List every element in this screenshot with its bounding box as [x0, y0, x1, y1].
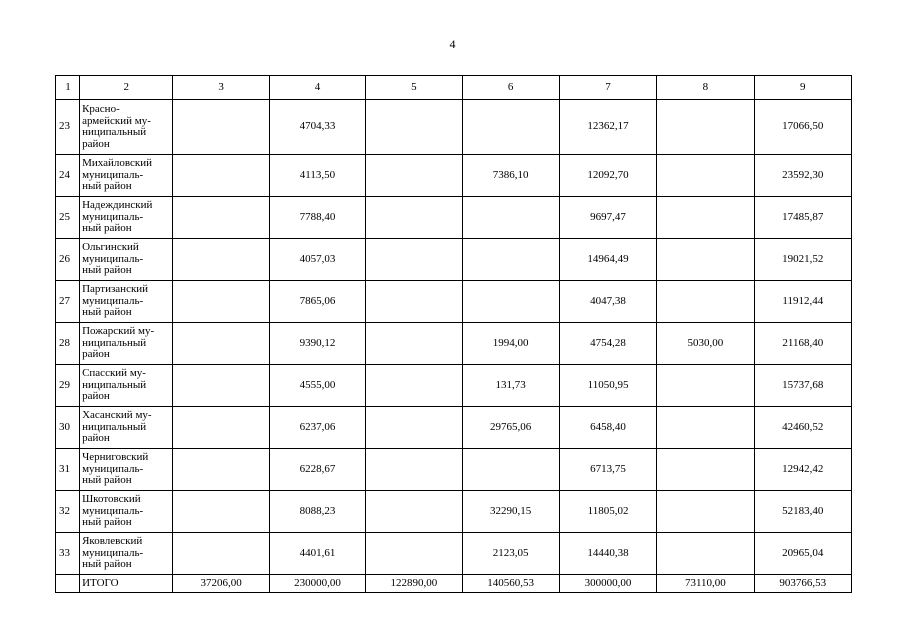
table-row — [56, 449, 852, 491]
table-row — [56, 407, 852, 449]
district-name: Красно- армейский му- ниципальный район — [80, 100, 173, 155]
value-cell-c4: 8088,23 — [269, 491, 365, 533]
value-cell-c3 — [173, 239, 269, 281]
value-cell-c9: 42460,52 — [754, 407, 851, 449]
table-body — [56, 76, 852, 593]
value-cell-c6: 131,73 — [462, 365, 559, 407]
value-cell-c4: 6237,06 — [269, 407, 365, 449]
value-cell-c3 — [173, 197, 269, 239]
column-header: 3 — [173, 76, 269, 100]
district-name: Надеждинский муниципаль- ный район — [80, 197, 173, 239]
value-cell-c9: 17485,87 — [754, 197, 851, 239]
value-cell-c6 — [462, 100, 559, 155]
column-header: 1 — [56, 76, 80, 100]
row-number: 27 — [56, 281, 80, 323]
district-name: Спасский му- ниципальный район — [80, 365, 173, 407]
value-cell-c5: 122890,00 — [366, 575, 462, 593]
value-cell-c9: 11912,44 — [754, 281, 851, 323]
value-cell-c5 — [366, 491, 462, 533]
value-cell-c3 — [173, 365, 269, 407]
column-header: 8 — [657, 76, 754, 100]
value-cell-c9: 20965,04 — [754, 533, 851, 575]
table-row — [56, 239, 852, 281]
value-cell-c8 — [657, 533, 754, 575]
value-cell-c5 — [366, 239, 462, 281]
value-cell-c4: 4057,03 — [269, 239, 365, 281]
row-number: 28 — [56, 323, 80, 365]
value-cell-c5 — [366, 100, 462, 155]
column-header: 6 — [462, 76, 559, 100]
value-cell-c5 — [366, 155, 462, 197]
row-number: 23 — [56, 100, 80, 155]
value-cell-c7: 300000,00 — [559, 575, 656, 593]
value-cell-c5 — [366, 533, 462, 575]
value-cell-c5 — [366, 323, 462, 365]
value-cell-c8 — [657, 281, 754, 323]
table-row — [56, 323, 852, 365]
value-cell-c9: 23592,30 — [754, 155, 851, 197]
value-cell-c4: 6228,67 — [269, 449, 365, 491]
value-cell-c7: 4047,38 — [559, 281, 656, 323]
value-cell-c9: 903766,53 — [754, 575, 851, 593]
value-cell-c6 — [462, 449, 559, 491]
value-cell-c3 — [173, 407, 269, 449]
table-row — [56, 197, 852, 239]
value-cell-c5 — [366, 365, 462, 407]
value-cell-c6 — [462, 239, 559, 281]
value-cell-c7: 6713,75 — [559, 449, 656, 491]
value-cell-c4: 230000,00 — [269, 575, 365, 593]
value-cell-c5 — [366, 281, 462, 323]
value-cell-c7: 12362,17 — [559, 100, 656, 155]
value-cell-c3 — [173, 449, 269, 491]
district-name: Яковлевский муниципаль- ный район — [80, 533, 173, 575]
value-cell-c6: 1994,00 — [462, 323, 559, 365]
value-cell-c9: 17066,50 — [754, 100, 851, 155]
row-number: 24 — [56, 155, 80, 197]
value-cell-c7: 14440,38 — [559, 533, 656, 575]
value-cell-c8 — [657, 365, 754, 407]
value-cell-c9: 19021,52 — [754, 239, 851, 281]
column-header: 5 — [366, 76, 462, 100]
value-cell-c3 — [173, 155, 269, 197]
value-cell-c8 — [657, 407, 754, 449]
value-cell-c6 — [462, 281, 559, 323]
value-cell-c6: 140560,53 — [462, 575, 559, 593]
value-cell-c8 — [657, 155, 754, 197]
value-cell-c7: 12092,70 — [559, 155, 656, 197]
total-row — [56, 575, 852, 593]
value-cell-c8 — [657, 449, 754, 491]
column-number-row — [56, 76, 852, 100]
table-row — [56, 365, 852, 407]
value-cell-c7: 6458,40 — [559, 407, 656, 449]
budget-table — [55, 75, 852, 593]
district-name: Партизанский муниципаль- ный район — [80, 281, 173, 323]
value-cell-c5 — [366, 407, 462, 449]
value-cell-c9: 12942,42 — [754, 449, 851, 491]
column-header: 9 — [754, 76, 851, 100]
value-cell-c4: 4704,33 — [269, 100, 365, 155]
value-cell-c8 — [657, 197, 754, 239]
row-number: 32 — [56, 491, 80, 533]
value-cell-c4: 7865,06 — [269, 281, 365, 323]
value-cell-c3 — [173, 491, 269, 533]
district-name: Михайловский муниципаль- ный район — [80, 155, 173, 197]
value-cell-c7: 9697,47 — [559, 197, 656, 239]
value-cell-c4: 9390,12 — [269, 323, 365, 365]
column-header: 4 — [269, 76, 365, 100]
district-name: Хасанский му- ниципальный район — [80, 407, 173, 449]
district-name: Черниговский муниципаль- ный район — [80, 449, 173, 491]
value-cell-c8: 73110,00 — [657, 575, 754, 593]
value-cell-c7: 11050,95 — [559, 365, 656, 407]
value-cell-c6: 32290,15 — [462, 491, 559, 533]
value-cell-c3 — [173, 100, 269, 155]
value-cell-c3 — [173, 323, 269, 365]
value-cell-c7: 11805,02 — [559, 491, 656, 533]
value-cell-c3: 37206,00 — [173, 575, 269, 593]
value-cell-c8 — [657, 100, 754, 155]
value-cell-c4: 4401,61 — [269, 533, 365, 575]
value-cell-c8: 5030,00 — [657, 323, 754, 365]
value-cell-c6: 29765,06 — [462, 407, 559, 449]
row-number: 26 — [56, 239, 80, 281]
value-cell-c7: 4754,28 — [559, 323, 656, 365]
value-cell-c4: 7788,40 — [269, 197, 365, 239]
row-number — [56, 575, 80, 593]
row-number: 29 — [56, 365, 80, 407]
table-row — [56, 533, 852, 575]
value-cell-c6 — [462, 197, 559, 239]
row-number: 25 — [56, 197, 80, 239]
table-row — [56, 100, 852, 155]
row-number: 31 — [56, 449, 80, 491]
column-header: 7 — [559, 76, 656, 100]
district-name: Пожарский му- ниципальный район — [80, 323, 173, 365]
value-cell-c4: 4113,50 — [269, 155, 365, 197]
table-row — [56, 155, 852, 197]
value-cell-c3 — [173, 281, 269, 323]
value-cell-c4: 4555,00 — [269, 365, 365, 407]
value-cell-c5 — [366, 197, 462, 239]
table-row — [56, 491, 852, 533]
value-cell-c7: 14964,49 — [559, 239, 656, 281]
district-name: ИТОГО — [80, 575, 173, 593]
value-cell-c9: 21168,40 — [754, 323, 851, 365]
page-number: 4 — [449, 37, 456, 51]
value-cell-c6: 2123,05 — [462, 533, 559, 575]
value-cell-c5 — [366, 449, 462, 491]
district-name: Шкотовский муниципаль- ный район — [80, 491, 173, 533]
value-cell-c3 — [173, 533, 269, 575]
table-row — [56, 281, 852, 323]
value-cell-c9: 15737,68 — [754, 365, 851, 407]
value-cell-c8 — [657, 491, 754, 533]
district-name: Ольгинский муниципаль- ный район — [80, 239, 173, 281]
value-cell-c6: 7386,10 — [462, 155, 559, 197]
row-number: 30 — [56, 407, 80, 449]
value-cell-c9: 52183,40 — [754, 491, 851, 533]
column-header: 2 — [80, 76, 173, 100]
row-number: 33 — [56, 533, 80, 575]
value-cell-c8 — [657, 239, 754, 281]
